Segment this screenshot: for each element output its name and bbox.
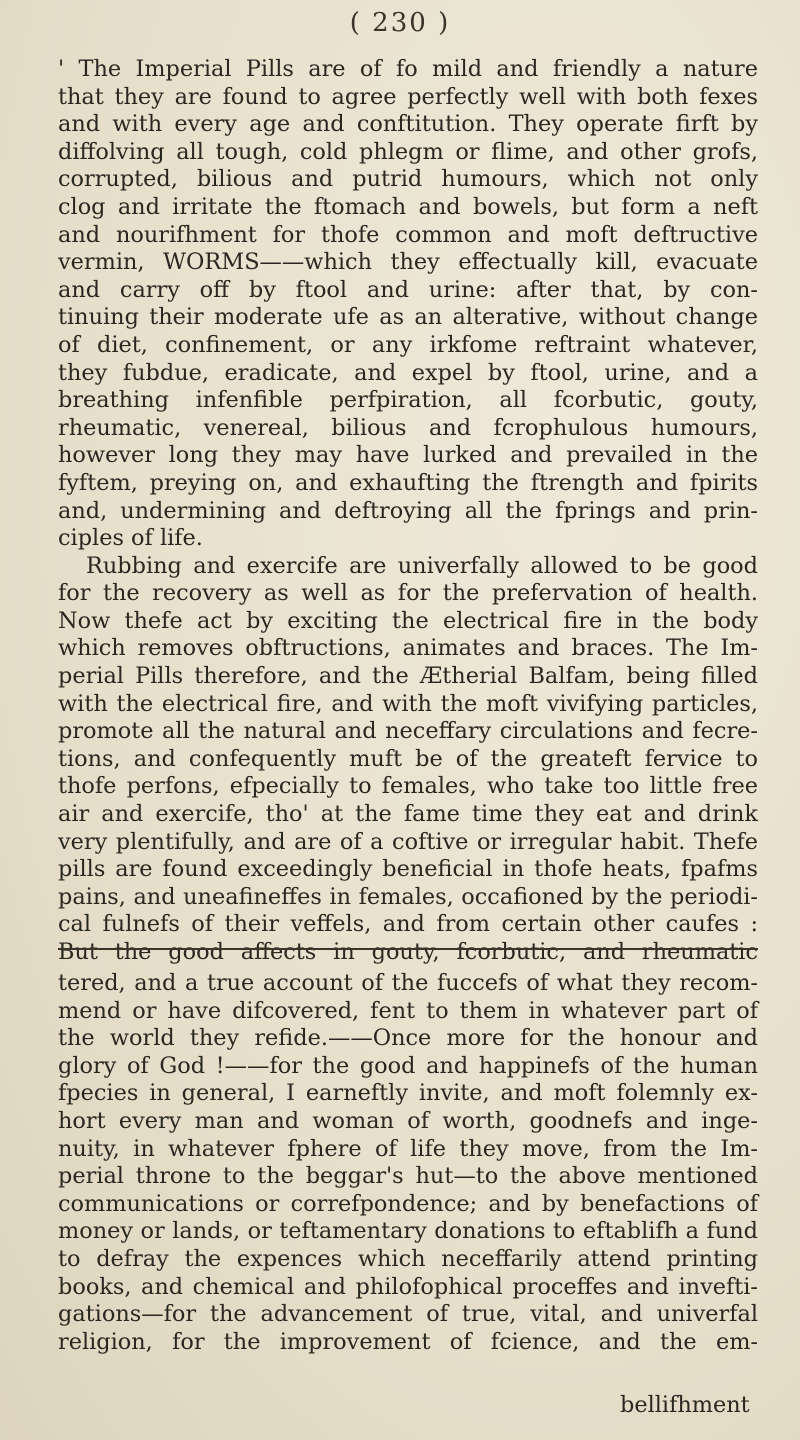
- text-line: communications or correfpondence; and by benefactions of: [58, 1190, 758, 1217]
- text-line: diffolving all tough, cold phlegm or flime, and other grofs,: [58, 138, 758, 165]
- divider-rule: [58, 948, 758, 950]
- text-line: Rubbing and exercife are univerfally allowed to be good: [86, 552, 758, 579]
- text-line: Now thefe act by exciting the electrical fire in the body: [58, 607, 758, 634]
- text-line: promote all the natural and neceffary circulations and fecre-: [58, 718, 758, 745]
- text-line: fpecies in general, I earneftly invite, and moft folemnly ex-: [58, 1080, 758, 1107]
- text-line: glory of God !——for the good and happinefs of the human: [58, 1052, 758, 1079]
- text-line: ' The Imperial Pills are of fo mild and friendly a nature: [58, 56, 758, 82]
- text-line: clog and irritate the ftomach and bowels, but form a neft: [58, 193, 758, 220]
- text-line: But the good affects in gouty, fcorbutic, and rheumatic: [58, 939, 758, 965]
- text-line: of diet, confinement, or any irkfome reftraint whatever,: [58, 331, 758, 358]
- text-line: for the recovery as well as for the prefervation of health.: [58, 580, 758, 607]
- text-line: cal fulnefs of their veffels, and from certain other caufes :: [58, 911, 758, 938]
- text-line: tered, and a true account of the fuccefs of what they recom-: [58, 970, 758, 996]
- text-line: tinuing their moderate ufe as an alterative, without change: [58, 304, 758, 331]
- text-line: fyftem, preying on, and exhaufting the ftrength and fpirits: [58, 469, 758, 496]
- catch-word: bellifhment: [620, 1392, 750, 1418]
- text-line: nuity, in whatever fphere of life they move, from the Im-: [58, 1135, 758, 1162]
- text-line: however long they may have lurked and prevailed in the: [58, 442, 758, 469]
- text-line: to defray the expences which neceffarily attend printing: [58, 1245, 758, 1272]
- text-line: very plentifully, and are of a coftive or irregular habit. Thefe: [58, 828, 758, 855]
- text-line: religion, for the improvement of fcience, and the em-: [58, 1328, 758, 1355]
- text-line: and nourifhment for thofe common and moft deftructive: [58, 221, 758, 248]
- text-line: and carry off by ftool and urine: after that, by con-: [58, 276, 758, 303]
- text-line: corrupted, bilious and putrid humours, which not only: [58, 166, 758, 193]
- text-line: pains, and uneafineffes in females, occafioned by the periodi-: [58, 883, 758, 910]
- text-line: breathing infenfible perfpiration, all fcorbutic, gouty,: [58, 387, 758, 414]
- text-line: perial Pills therefore, and the Ætherial Balfam, being filled: [58, 663, 758, 690]
- text-line: which removes obftructions, animates and braces. The Im-: [58, 635, 758, 662]
- top-text-block: [58, 56, 758, 967]
- text-line: gations—for the advancement of true, vital, and univerfal: [58, 1301, 758, 1328]
- text-line: vermin, WORMS——which they effectually kill, evacuate: [58, 249, 758, 276]
- text-line: and, undermining and deftroying all the fprings and prin-: [58, 497, 758, 524]
- text-line: rheumatic, venereal, bilious and fcrophulous humours,: [58, 414, 758, 441]
- page-number: ( 230 ): [349, 8, 451, 38]
- text-line: the world they refide.——Once more for the honour and: [58, 1025, 758, 1052]
- text-line: books, and chemical and philofophical proceffes and invefti-: [58, 1273, 758, 1300]
- text-line: perial throne to the beggar's hut—to the above mentioned: [58, 1163, 758, 1190]
- text-line: mend or have difcovered, fent to them in whatever part of: [58, 997, 758, 1024]
- text-line: pills are found exceedingly beneficial in thofe heats, fpafms: [58, 856, 758, 883]
- text-line: air and exercife, tho' at the fame time they eat and drink: [58, 801, 758, 828]
- text-line: tions, and confequently muft be of the greateft fervice to: [58, 745, 758, 772]
- text-line: and with every age and conftitution. They operate firft by: [58, 111, 758, 138]
- text-line: ciples of life.: [58, 525, 203, 552]
- text-line: they fubdue, eradicate, and expel by ftool, urine, and a: [58, 359, 758, 386]
- text-line: money or lands, or teftamentary donations to eftablifh a fund: [58, 1218, 758, 1245]
- text-line: hort every man and woman of worth, goodnefs and inge-: [58, 1107, 758, 1134]
- text-line: that they are found to agree perfectly well with both fexes: [58, 83, 758, 110]
- text-line: thofe perfons, efpecially to females, who take too little free: [58, 773, 758, 800]
- text-line: with the electrical fire, and with the moft vivifying particles,: [58, 690, 758, 717]
- bottom-text-block: [58, 970, 758, 1356]
